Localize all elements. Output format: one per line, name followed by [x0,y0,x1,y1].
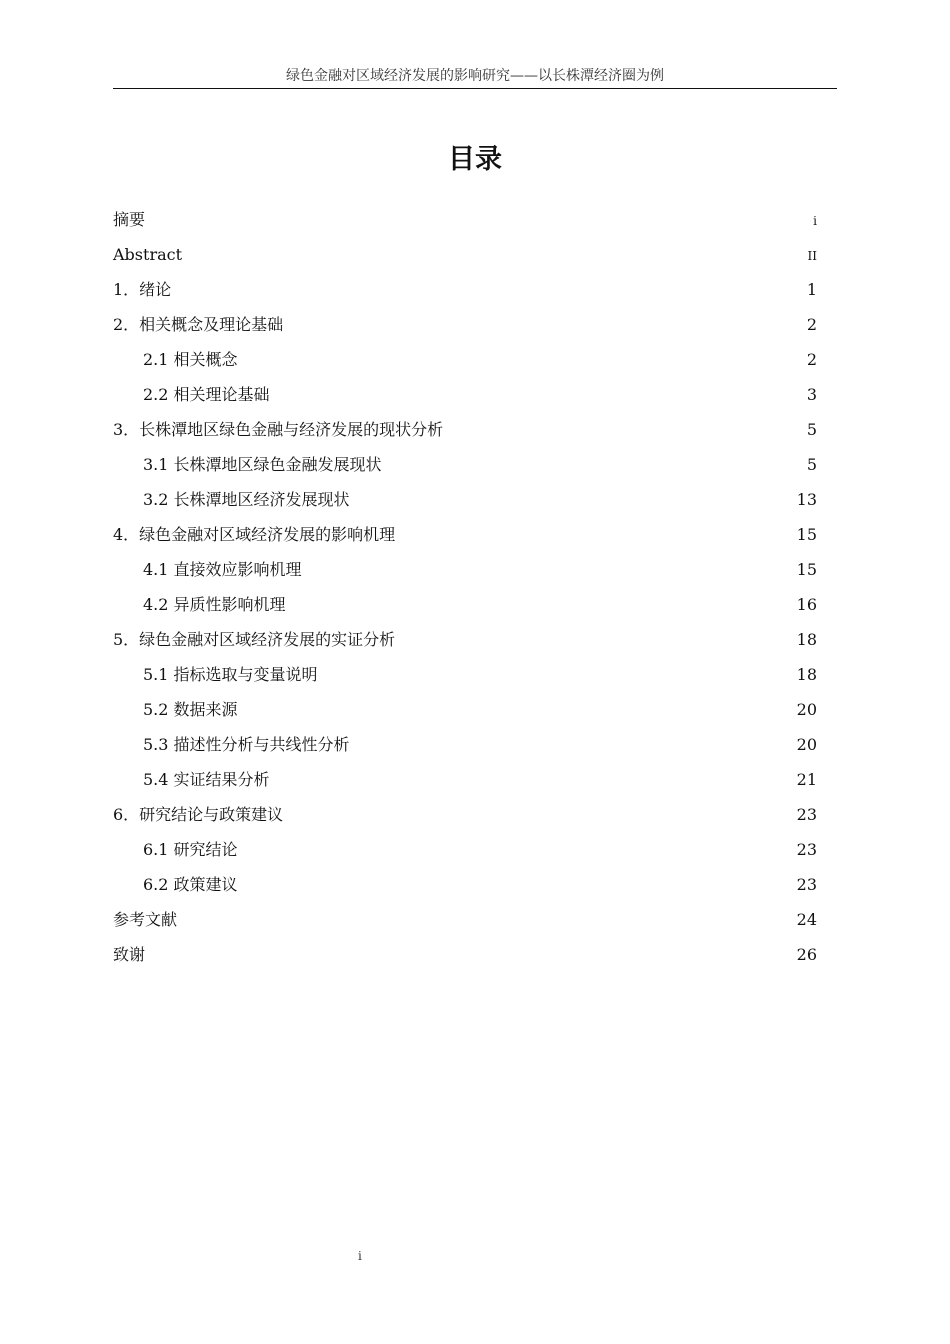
toc-entry[interactable] [113,657,817,692]
toc-entry-label: 3．长株潭地区绿色金融与经济发展的现状分析 [113,420,444,439]
toc-entry[interactable] [113,517,817,552]
toc-entry-page: 24 [796,910,817,929]
toc-entry-label: 3.1 长株潭地区绿色金融发展现状 [143,455,382,474]
toc-entry[interactable] [113,797,817,832]
toc-entry[interactable] [113,762,817,797]
toc-entry-label: 6.1 研究结论 [143,840,238,859]
toc-entry[interactable] [113,552,817,587]
toc-entry[interactable] [113,902,817,937]
toc-entry-label: 5.3 描述性分析与共线性分析 [143,735,350,754]
toc-entry-page: 23 [796,875,817,894]
toc-entry[interactable] [113,727,817,762]
toc-entry-page: 15 [796,525,817,544]
toc-entry-page: 23 [796,805,817,824]
toc-entry-page: 3 [806,385,817,404]
toc-entry[interactable] [113,482,817,517]
toc-entry-label: 致谢 [113,945,146,964]
toc-entry[interactable] [113,342,817,377]
toc-entry-page: 2 [806,315,817,334]
toc-entry-page: 16 [796,595,817,614]
toc-entry[interactable] [113,692,817,727]
toc-entry-label: 5.4 实证结果分析 [143,770,270,789]
toc-entry-label: 2．相关概念及理论基础 [113,315,284,334]
toc-entry[interactable] [113,622,817,657]
toc-entry-label: 2.1 相关概念 [143,350,238,369]
toc-entry-label: 4.2 异质性影响机理 [143,595,286,614]
toc-entry[interactable] [113,307,817,342]
toc-entry-label: 摘要 [113,210,146,229]
toc-entry-label: 5.1 指标选取与变量说明 [143,665,318,684]
toc-entry-page: 26 [796,945,817,964]
toc-entry-page: 23 [796,840,817,859]
toc-entry-label: 4．绿色金融对区域经济发展的影响机理 [113,525,396,544]
toc-entry-page: 1 [806,280,817,299]
toc-entry[interactable] [113,377,817,412]
table-of-contents [113,202,817,972]
toc-entry-page: 15 [796,560,817,579]
footer-page-number: i [358,1249,362,1263]
running-header: 绿色金融对区域经济发展的影响研究——以长株潭经济圈为例 [113,66,837,89]
toc-entry-label: 1．绪论 [113,280,172,299]
toc-entry-page: i [813,214,817,228]
toc-entry[interactable] [113,832,817,867]
toc-entry[interactable] [113,237,817,272]
toc-entry-label: 5．绿色金融对区域经济发展的实证分析 [113,630,396,649]
toc-entry[interactable] [113,412,817,447]
toc-entry-label: 3.2 长株潭地区经济发展现状 [143,490,350,509]
toc-entry[interactable] [113,447,817,482]
toc-entry-page: 13 [796,490,817,509]
toc-entry[interactable] [113,587,817,622]
toc-entry-page: 20 [796,700,817,719]
toc-entry-label: 6.2 政策建议 [143,875,238,894]
toc-entry-page: II [807,249,817,263]
toc-entry-label: 2.2 相关理论基础 [143,385,270,404]
toc-title: 目录 [448,144,502,175]
toc-entry[interactable] [113,937,817,972]
toc-entry[interactable] [113,867,817,902]
toc-entry-label: 4.1 直接效应影响机理 [143,560,302,579]
toc-entry-page: 5 [806,420,817,439]
toc-entry[interactable] [113,272,817,307]
toc-entry-page: 21 [796,770,817,789]
toc-entry[interactable] [113,202,817,237]
toc-entry-page: 2 [806,350,817,369]
toc-entry-page: 18 [796,665,817,684]
toc-entry-label: 6．研究结论与政策建议 [113,805,284,824]
toc-entry-label: Abstract [113,245,183,264]
toc-entry-label: 参考文献 [113,910,178,929]
toc-entry-page: 20 [796,735,817,754]
toc-entry-label: 5.2 数据来源 [143,700,238,719]
toc-entry-page: 18 [796,630,817,649]
toc-entry-page: 5 [806,455,817,474]
